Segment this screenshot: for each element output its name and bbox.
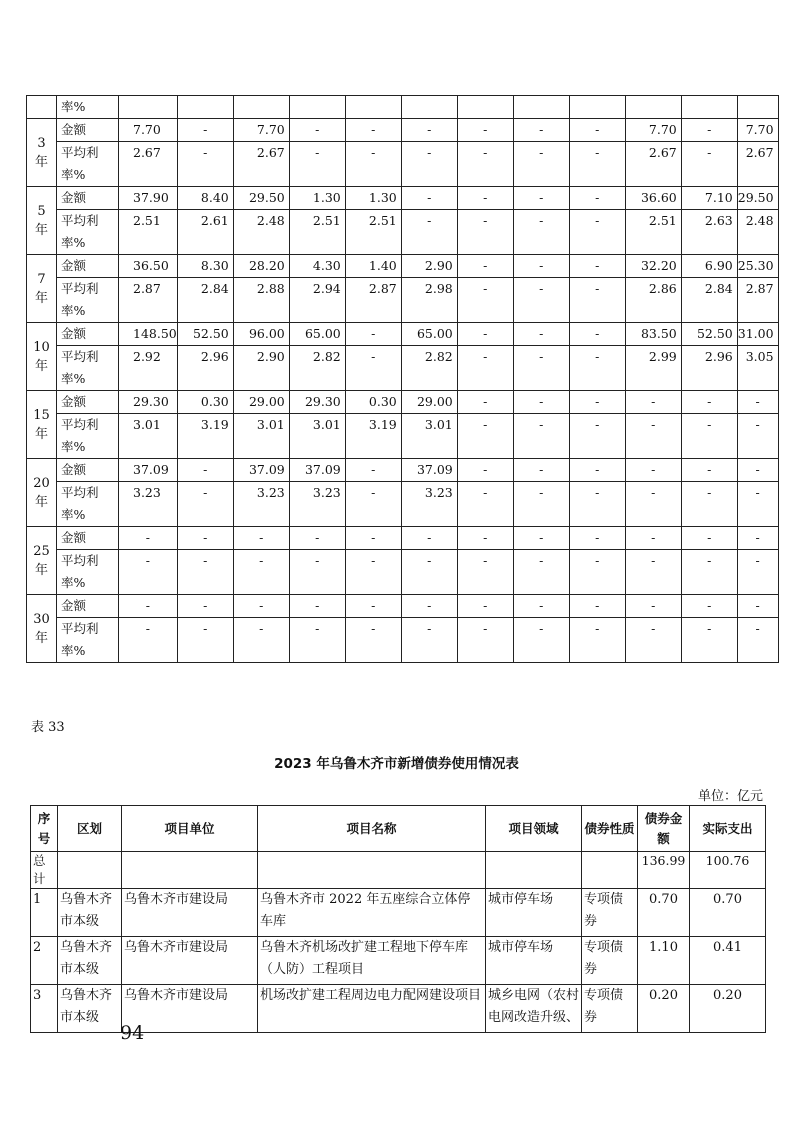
value-cell: - xyxy=(177,550,233,595)
row-project-unit: 乌鲁木齐市建设局 xyxy=(122,889,258,937)
value-cell: - xyxy=(345,550,401,595)
table-row xyxy=(27,210,779,255)
value-cell: - xyxy=(457,391,513,414)
value-cell: - xyxy=(681,595,737,618)
value-cell: 1.30 xyxy=(289,187,345,210)
value-cell: - xyxy=(177,482,233,527)
value-cell: - xyxy=(119,618,178,663)
value-cell: 7.70 xyxy=(119,119,178,142)
row-label: 金额 xyxy=(57,527,119,550)
value-cell: 2.51 xyxy=(625,210,681,255)
row-label: 金额 xyxy=(57,323,119,346)
value-cell: - xyxy=(513,278,569,323)
value-cell: - xyxy=(401,618,457,663)
year-cell xyxy=(27,96,57,119)
value-cell: - xyxy=(569,482,625,527)
total-empty-cell xyxy=(122,852,258,889)
value-cell: 7.70 xyxy=(625,119,681,142)
value-cell: 37.09 xyxy=(233,459,289,482)
value-cell: - xyxy=(177,527,233,550)
value-cell: 3.05 xyxy=(737,346,778,391)
year-cell: 30 年 xyxy=(27,595,57,663)
unit-label: 单位：亿元 xyxy=(697,789,763,804)
row-label: 平均利率% xyxy=(57,210,119,255)
table-row xyxy=(27,119,779,142)
table-row xyxy=(27,187,779,210)
value-cell: - xyxy=(681,391,737,414)
year-cell: 20 年 xyxy=(27,459,57,527)
table-title: 2023 年乌鲁木齐市新增债券使用情况表 xyxy=(274,756,519,772)
value-cell: - xyxy=(457,527,513,550)
value-cell: 3.23 xyxy=(401,482,457,527)
total-amount: 136.99 xyxy=(638,852,690,889)
value-cell: - xyxy=(737,414,778,459)
value-cell: 2.84 xyxy=(177,278,233,323)
value-cell: 29.00 xyxy=(401,391,457,414)
value-cell: 29.30 xyxy=(289,391,345,414)
row-actual-spend: 0.20 xyxy=(690,985,766,1033)
value-cell: - xyxy=(625,527,681,550)
row-label: 率% xyxy=(57,96,119,119)
value-cell: - xyxy=(625,414,681,459)
value-cell: 2.94 xyxy=(289,278,345,323)
value-cell: - xyxy=(681,550,737,595)
value-cell: - xyxy=(681,482,737,527)
value-cell: 3.23 xyxy=(289,482,345,527)
value-cell: 2.87 xyxy=(119,278,178,323)
value-cell: - xyxy=(289,595,345,618)
value-cell: - xyxy=(457,618,513,663)
table-row xyxy=(27,595,779,618)
row-project-field: 城市停车场 xyxy=(486,889,582,937)
row-bond-nature: 专项债券 xyxy=(582,937,638,985)
value-cell: - xyxy=(233,550,289,595)
value-cell: - xyxy=(457,414,513,459)
value-cell: 2.67 xyxy=(625,142,681,187)
value-cell xyxy=(737,96,778,119)
table-row xyxy=(27,142,779,187)
value-cell: - xyxy=(569,142,625,187)
table-row xyxy=(27,255,779,278)
value-cell xyxy=(513,96,569,119)
row-label: 金额 xyxy=(57,119,119,142)
header-project-name: 项目名称 xyxy=(258,806,486,852)
value-cell: - xyxy=(401,550,457,595)
value-cell: 29.30 xyxy=(119,391,178,414)
table-row xyxy=(27,323,779,346)
value-cell: - xyxy=(289,119,345,142)
value-cell: 2.51 xyxy=(345,210,401,255)
value-cell: - xyxy=(457,187,513,210)
row-bond-nature: 专项债券 xyxy=(582,889,638,937)
value-cell: 32.20 xyxy=(625,255,681,278)
value-cell: - xyxy=(681,414,737,459)
value-cell: - xyxy=(177,142,233,187)
value-cell: - xyxy=(737,527,778,550)
row-no: 1 xyxy=(31,889,58,937)
total-empty-cell xyxy=(582,852,638,889)
value-cell: 3.01 xyxy=(233,414,289,459)
value-cell xyxy=(625,96,681,119)
value-cell: - xyxy=(119,550,178,595)
value-cell: - xyxy=(513,323,569,346)
value-cell: 2.88 xyxy=(233,278,289,323)
value-cell: 2.92 xyxy=(119,346,178,391)
total-spent: 100.76 xyxy=(690,852,766,889)
value-cell: - xyxy=(513,346,569,391)
value-cell: 29.50 xyxy=(233,187,289,210)
value-cell: - xyxy=(401,142,457,187)
year-cell: 3 年 xyxy=(27,119,57,187)
table-row xyxy=(27,527,779,550)
value-cell: 2.84 xyxy=(681,278,737,323)
value-cell: - xyxy=(681,119,737,142)
value-cell: - xyxy=(119,527,178,550)
value-cell: 37.09 xyxy=(289,459,345,482)
row-label: 平均利率% xyxy=(57,618,119,663)
value-cell: - xyxy=(289,550,345,595)
row-label: 平均利率% xyxy=(57,550,119,595)
value-cell: - xyxy=(625,595,681,618)
value-cell: 2.63 xyxy=(681,210,737,255)
value-cell: - xyxy=(569,391,625,414)
row-region: 乌鲁木齐市本级 xyxy=(58,937,122,985)
value-cell: - xyxy=(681,142,737,187)
value-cell: - xyxy=(625,482,681,527)
value-cell: 65.00 xyxy=(401,323,457,346)
value-cell xyxy=(177,96,233,119)
table-row xyxy=(27,414,779,459)
value-cell: 1.30 xyxy=(345,187,401,210)
value-cell: - xyxy=(457,595,513,618)
row-label: 金额 xyxy=(57,187,119,210)
row-bond-nature: 专项债券 xyxy=(582,985,638,1033)
value-cell: - xyxy=(457,323,513,346)
bond-usage-table xyxy=(30,805,766,1033)
total-empty-cell xyxy=(58,852,122,889)
value-cell: - xyxy=(457,255,513,278)
value-cell: 31.00 xyxy=(737,323,778,346)
table-row xyxy=(27,618,779,663)
row-project-unit: 乌鲁木齐市建设局 xyxy=(122,985,258,1033)
value-cell: - xyxy=(457,459,513,482)
table-row xyxy=(27,96,779,119)
row-no: 3 xyxy=(31,985,58,1033)
value-cell: - xyxy=(177,595,233,618)
value-cell: 2.86 xyxy=(625,278,681,323)
year-cell: 5 年 xyxy=(27,187,57,255)
table-row xyxy=(27,550,779,595)
value-cell: - xyxy=(569,187,625,210)
total-empty-cell xyxy=(258,852,486,889)
value-cell: - xyxy=(457,278,513,323)
value-cell: 2.82 xyxy=(401,346,457,391)
value-cell: - xyxy=(569,210,625,255)
row-project-unit: 乌鲁木齐市建设局 xyxy=(122,937,258,985)
value-cell: - xyxy=(737,391,778,414)
value-cell: 7.70 xyxy=(233,119,289,142)
row-bond-amount: 0.20 xyxy=(638,985,690,1033)
value-cell: - xyxy=(569,119,625,142)
value-cell: - xyxy=(289,618,345,663)
table-row xyxy=(31,937,766,985)
value-cell: - xyxy=(177,459,233,482)
value-cell: - xyxy=(289,527,345,550)
value-cell: - xyxy=(681,618,737,663)
value-cell: - xyxy=(569,278,625,323)
value-cell: 2.90 xyxy=(233,346,289,391)
table-row xyxy=(27,459,779,482)
value-cell: - xyxy=(625,459,681,482)
value-cell xyxy=(345,96,401,119)
value-cell: 65.00 xyxy=(289,323,345,346)
page-number: 94 xyxy=(120,1022,145,1044)
row-label: 平均利率% xyxy=(57,346,119,391)
table-row xyxy=(27,278,779,323)
value-cell: 52.50 xyxy=(177,323,233,346)
value-cell: - xyxy=(513,414,569,459)
value-cell: 0.30 xyxy=(177,391,233,414)
value-cell: - xyxy=(737,618,778,663)
value-cell: - xyxy=(457,550,513,595)
value-cell: 28.20 xyxy=(233,255,289,278)
value-cell: 2.96 xyxy=(177,346,233,391)
value-cell: 2.96 xyxy=(681,346,737,391)
value-cell: - xyxy=(401,119,457,142)
value-cell: 1.40 xyxy=(345,255,401,278)
value-cell: - xyxy=(345,459,401,482)
value-cell: 96.00 xyxy=(233,323,289,346)
value-cell: - xyxy=(401,527,457,550)
value-cell: 8.30 xyxy=(177,255,233,278)
table-header-row xyxy=(31,806,766,852)
value-cell: 3.23 xyxy=(119,482,178,527)
value-cell xyxy=(457,96,513,119)
value-cell: 37.09 xyxy=(119,459,178,482)
value-cell: - xyxy=(513,550,569,595)
year-cell: 10 年 xyxy=(27,323,57,391)
value-cell: - xyxy=(401,187,457,210)
value-cell: - xyxy=(513,210,569,255)
value-cell: - xyxy=(513,255,569,278)
value-cell: - xyxy=(737,550,778,595)
value-cell: - xyxy=(569,459,625,482)
value-cell: - xyxy=(233,527,289,550)
value-cell: - xyxy=(119,595,178,618)
row-label: 平均利率% xyxy=(57,142,119,187)
table-row xyxy=(27,482,779,527)
value-cell: 52.50 xyxy=(681,323,737,346)
value-cell: 29.50 xyxy=(737,187,778,210)
value-cell: 29.00 xyxy=(233,391,289,414)
value-cell: 6.90 xyxy=(681,255,737,278)
value-cell: - xyxy=(569,527,625,550)
value-cell: - xyxy=(569,618,625,663)
row-region: 乌鲁木齐市本级 xyxy=(58,985,122,1033)
value-cell: - xyxy=(569,550,625,595)
row-bond-amount: 0.70 xyxy=(638,889,690,937)
value-cell: 2.67 xyxy=(119,142,178,187)
value-cell: 2.90 xyxy=(401,255,457,278)
value-cell: - xyxy=(289,142,345,187)
header-no: 序号 xyxy=(31,806,58,852)
header-bond-amount: 债券金额 xyxy=(638,806,690,852)
value-cell: 2.99 xyxy=(625,346,681,391)
value-cell: - xyxy=(513,391,569,414)
value-cell xyxy=(289,96,345,119)
value-cell: - xyxy=(457,119,513,142)
value-cell: - xyxy=(513,459,569,482)
table-caption: 表 33 xyxy=(31,720,65,735)
total-row xyxy=(31,852,766,889)
value-cell: - xyxy=(737,482,778,527)
row-label: 金额 xyxy=(57,255,119,278)
total-label: 总计 xyxy=(31,852,58,889)
value-cell: 2.67 xyxy=(737,142,778,187)
value-cell: 83.50 xyxy=(625,323,681,346)
value-cell: - xyxy=(625,550,681,595)
value-cell: 2.67 xyxy=(233,142,289,187)
value-cell: 36.60 xyxy=(625,187,681,210)
value-cell: - xyxy=(737,595,778,618)
value-cell: - xyxy=(233,595,289,618)
value-cell: 3.01 xyxy=(289,414,345,459)
value-cell: - xyxy=(345,142,401,187)
value-cell: 2.87 xyxy=(737,278,778,323)
value-cell xyxy=(401,96,457,119)
value-cell: - xyxy=(457,346,513,391)
row-label: 金额 xyxy=(57,391,119,414)
value-cell xyxy=(119,96,178,119)
value-cell: - xyxy=(569,595,625,618)
year-cell: 7 年 xyxy=(27,255,57,323)
header-project-unit: 项目单位 xyxy=(122,806,258,852)
value-cell: - xyxy=(401,595,457,618)
row-label: 平均利率% xyxy=(57,482,119,527)
value-cell: - xyxy=(345,618,401,663)
table-row xyxy=(27,391,779,414)
value-cell: - xyxy=(345,595,401,618)
value-cell: - xyxy=(457,142,513,187)
value-cell: 3.19 xyxy=(177,414,233,459)
table-row xyxy=(31,889,766,937)
value-cell: 2.51 xyxy=(289,210,345,255)
value-cell: - xyxy=(681,459,737,482)
value-cell: 3.19 xyxy=(345,414,401,459)
value-cell: - xyxy=(569,414,625,459)
row-actual-spend: 0.70 xyxy=(690,889,766,937)
row-project-field: 城市停车场 xyxy=(486,937,582,985)
value-cell: 2.61 xyxy=(177,210,233,255)
value-cell: - xyxy=(569,323,625,346)
value-cell xyxy=(569,96,625,119)
value-cell: 0.30 xyxy=(345,391,401,414)
value-cell: - xyxy=(177,618,233,663)
row-label: 金额 xyxy=(57,459,119,482)
value-cell: - xyxy=(345,346,401,391)
year-cell: 15 年 xyxy=(27,391,57,459)
value-cell: 3.23 xyxy=(233,482,289,527)
row-label: 金额 xyxy=(57,595,119,618)
value-cell: - xyxy=(457,482,513,527)
value-cell: - xyxy=(513,527,569,550)
value-cell: - xyxy=(513,482,569,527)
header-bond-nature: 债券性质 xyxy=(582,806,638,852)
value-cell: 37.90 xyxy=(119,187,178,210)
value-cell: 37.09 xyxy=(401,459,457,482)
value-cell: 2.87 xyxy=(345,278,401,323)
value-cell: 2.51 xyxy=(119,210,178,255)
value-cell: - xyxy=(345,527,401,550)
value-cell: - xyxy=(513,119,569,142)
value-cell xyxy=(681,96,737,119)
row-label: 平均利率% xyxy=(57,278,119,323)
bond-issuance-table-continued xyxy=(26,95,779,663)
value-cell xyxy=(233,96,289,119)
row-label: 平均利率% xyxy=(57,414,119,459)
value-cell: 7.10 xyxy=(681,187,737,210)
value-cell: - xyxy=(513,142,569,187)
value-cell: - xyxy=(345,482,401,527)
value-cell: 7.70 xyxy=(737,119,778,142)
value-cell: 2.82 xyxy=(289,346,345,391)
value-cell: 36.50 xyxy=(119,255,178,278)
header-region: 区划 xyxy=(58,806,122,852)
row-project-field: 城乡电网（农村电网改造升级、 xyxy=(486,985,582,1033)
value-cell: - xyxy=(233,618,289,663)
row-no: 2 xyxy=(31,937,58,985)
total-empty-cell xyxy=(486,852,582,889)
row-region: 乌鲁木齐市本级 xyxy=(58,889,122,937)
year-cell: 25 年 xyxy=(27,527,57,595)
value-cell: - xyxy=(625,391,681,414)
value-cell: - xyxy=(345,119,401,142)
value-cell: 3.01 xyxy=(401,414,457,459)
value-cell: 2.98 xyxy=(401,278,457,323)
table-row xyxy=(27,346,779,391)
value-cell: 2.48 xyxy=(737,210,778,255)
row-bond-amount: 1.10 xyxy=(638,937,690,985)
value-cell: - xyxy=(625,618,681,663)
value-cell: - xyxy=(513,618,569,663)
row-project-name: 乌鲁木齐市 2022 年五座综合立体停车库 xyxy=(258,889,486,937)
value-cell: - xyxy=(569,346,625,391)
value-cell: - xyxy=(457,210,513,255)
value-cell: - xyxy=(513,187,569,210)
value-cell: 4.30 xyxy=(289,255,345,278)
value-cell: 8.40 xyxy=(177,187,233,210)
value-cell: - xyxy=(569,255,625,278)
header-project-field: 项目领域 xyxy=(486,806,582,852)
value-cell: 25.30 xyxy=(737,255,778,278)
value-cell: - xyxy=(513,595,569,618)
row-project-name: 乌鲁木齐机场改扩建工程地下停车库（人防）工程项目 xyxy=(258,937,486,985)
value-cell: 2.48 xyxy=(233,210,289,255)
header-actual-spend: 实际支出 xyxy=(690,806,766,852)
value-cell: 3.01 xyxy=(119,414,178,459)
value-cell: - xyxy=(737,459,778,482)
value-cell: - xyxy=(345,323,401,346)
row-project-name: 机场改扩建工程周边电力配网建设项目 xyxy=(258,985,486,1033)
value-cell: - xyxy=(401,210,457,255)
row-actual-spend: 0.41 xyxy=(690,937,766,985)
value-cell: 148.50 xyxy=(119,323,178,346)
value-cell: - xyxy=(681,527,737,550)
value-cell: - xyxy=(177,119,233,142)
